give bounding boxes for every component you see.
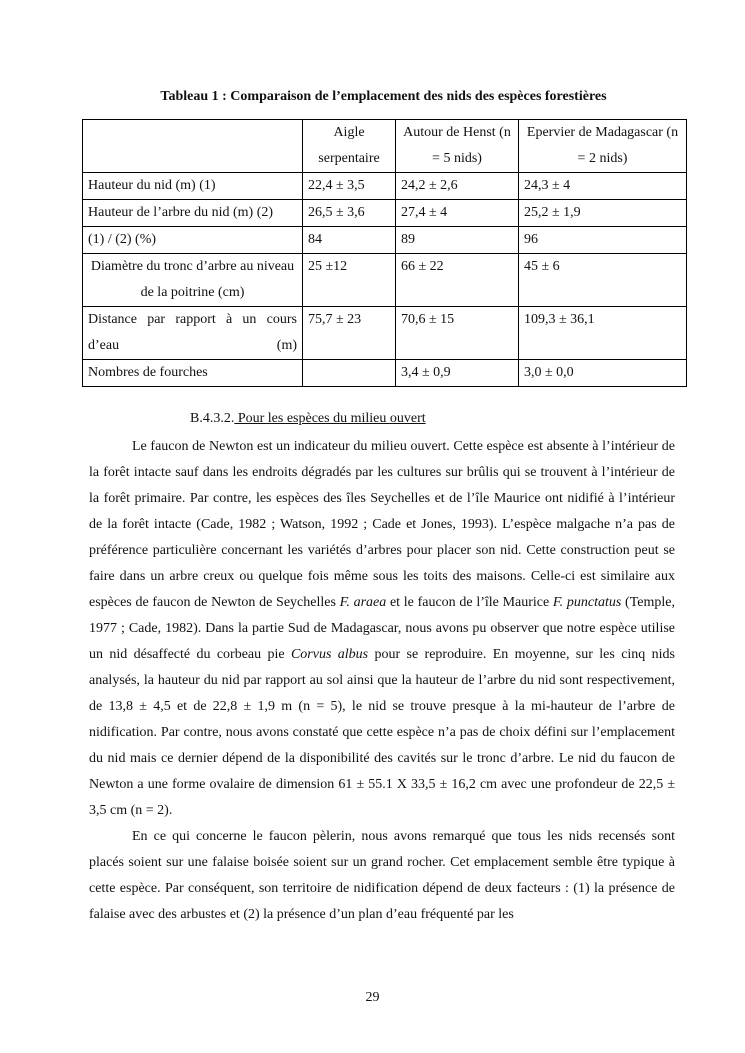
text-run: (Temple, 1977 ; Cade, 1982). Dans la partie Sud de Madagascar, nous avons pu observer que notre espèce utilise un nid désaffecté du corbeau pie (89, 595, 675, 662)
row-label: (1) / (2) (%) (83, 227, 303, 254)
table-cell: 109,3 ± 36,1 (519, 307, 687, 360)
table-cell: 27,4 ± 4 (396, 200, 519, 227)
nest-comparison-table (82, 119, 687, 387)
section-number: B.4.3.2. (190, 411, 235, 426)
row-label: Nombres de fourches (83, 360, 303, 387)
text-run: pour se reproduire. En moyenne, sur les cinq nids analysés, la hauteur du nid par rapport au sol ainsi que la hauteur de l’arbre du nid sont respectivement, de 13,8 ± 4,5 et de 22,8 ± 1,9 m (n = 5), le nid se trouve presque à la mi-hauteur de l’arbre de nidification. Par contre, nous avons constaté que cette espèce n’a pas de choix défini sur l’emplacement du nid mais ce dernier dépend de la disponibilité des cavités sur le tronc d’arbre. Le nid du faucon de Newton a une forme ovalaire de dimension 61 ± 55.1 X 33,5 ± 16,2 cm avec une profondeur de 22,5 ± 3,5 cm (n = 2). (89, 647, 675, 818)
paragraph (89, 434, 675, 824)
species-name: F. araea (339, 595, 387, 610)
table-cell: 24,3 ± 4 (519, 173, 687, 200)
table-row (83, 307, 687, 360)
row-label: Hauteur de l’arbre du nid (m) (2) (83, 200, 303, 227)
header-epervier-de-madagascar: Epervier de Madagascar (n = 2 nids) (519, 120, 687, 173)
table-cell: 25,2 ± 1,9 (519, 200, 687, 227)
table-title: Tableau 1 : Comparaison de l’emplacement des nids des espèces forestières (160, 89, 607, 104)
table-row (83, 200, 687, 227)
table-cell: 24,2 ± 2,6 (396, 173, 519, 200)
table-row (83, 254, 687, 307)
species-name: Corvus albus (290, 647, 369, 662)
text-run: et le faucon de l’île Maurice (386, 595, 553, 610)
table-cell: 45 ± 6 (519, 254, 687, 307)
section-title: Pour les espèces du milieu ouvert (234, 411, 426, 426)
table-cell: 75,7 ± 23 (303, 307, 396, 360)
table-cell: 26,5 ± 3,6 (303, 200, 396, 227)
table-cell: 70,6 ± 15 (396, 307, 519, 360)
table-cell: 3,4 ± 0,9 (396, 360, 519, 387)
page-number: 29 (365, 990, 380, 1005)
row-label: Hauteur du nid (m) (1) (83, 173, 303, 200)
table-cell: 22,4 ± 3,5 (303, 173, 396, 200)
table-row (83, 173, 687, 200)
section-heading (190, 411, 426, 427)
row-label: Distance par rapport à un cours d’eau (m) (83, 307, 303, 360)
text-run: Le faucon de Newton est un indicateur du milieu ouvert. Cette espèce est absente à l’intérieur de la forêt intacte sauf dans les endroits dégradés par les cultures sur brûlis qui se trouvent à l’intérieur de la forêt primaire. Par contre, les espèces des îles Seychelles et de l’île Maurice ont nidifié à l’intérieur de la forêt intacte (Cade, 1982 ; Watson, 1992 ; Cade et Jones, 1993). L’espèce malgache n’a pas de préférence particulière concernant les variétés d’arbres pour placer son nid. Cette construction peut se faire dans un arbre creux ou quelque fois même sous les toits des maisons. Celle-ci est similaire aux espèces de faucon de Newton de Seychelles (89, 439, 675, 610)
header-aigle-serpentaire: Aigle serpentaire (303, 120, 396, 173)
species-name: F. punctatus (552, 595, 622, 610)
header-autour-de-henst: Autour de Henst (n = 5 nids) (396, 120, 519, 173)
table-cell: 84 (303, 227, 396, 254)
table-cell: 66 ± 22 (396, 254, 519, 307)
header-empty-cell (83, 120, 303, 173)
table-cell: 96 (519, 227, 687, 254)
table-cell: 3,0 ± 0,0 (519, 360, 687, 387)
table-cell (303, 360, 396, 387)
paragraph: En ce qui concerne le faucon pèlerin, nous avons remarqué que tous les nids recensés sont placés soient sur une falaise boisée soient sur un grand rocher. Cet emplacement semble être typique à cette espèce. Par conséquent, son territoire de nidification dépend de deux facteurs : (1) la présence de falaise avec des arbustes et (2) la présence d’un plan d’eau fréquenté par les (89, 829, 675, 922)
table-row (83, 227, 687, 254)
table-cell: 25 ±12 (303, 254, 396, 307)
table-cell: 89 (396, 227, 519, 254)
row-label: Diamètre du tronc d’arbre au niveau de la poitrine (cm) (83, 254, 303, 307)
table-header-row (83, 120, 687, 173)
table-row (83, 360, 687, 387)
body-text (89, 434, 675, 928)
